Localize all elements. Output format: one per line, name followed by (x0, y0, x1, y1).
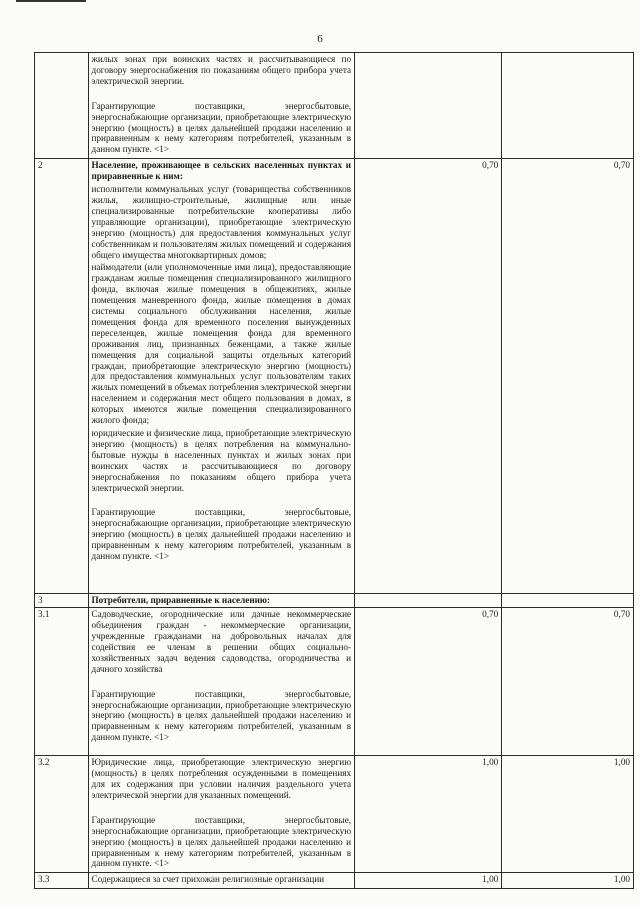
tariff-value-second (502, 159, 634, 594)
table-row (35, 53, 634, 159)
tariff-value-second (502, 608, 634, 756)
tariff-value-second-text: 0,70 (613, 160, 630, 171)
tariff-value-first (355, 53, 502, 159)
row-paragraph: Юридические лица, приобретающие электрическую энергию (мощность) в целях потребления осужденными в помещениях для их содержания при условии наличия раздельного учета электрической энергии для указанных помещений. (91, 757, 352, 800)
tariff-value-first-text: 0,70 (482, 160, 499, 171)
row-number (35, 53, 89, 159)
row-paragraph: исполнители коммунальных услуг (товарищества собственников жилья, жилищно-строительные, жилищные или иные специализированные потребительские кооперативы либо управляющие организации), приобретающие электрическую энергию (мощность) для предоставления коммунальных услуг собственникам и пользователям жилых помещений и содержания общего имущества многоквартирных домов; (91, 184, 352, 260)
guarantee-note: Гарантирующие поставщики, энергосбытовые, энергоснабжающие организации, приобретающие электрическую энергию (мощность) в целях дальнейшей продажи населению и приравненным к нему категориям потребителей, указанным в данном пункте. <1> (91, 100, 352, 155)
row-number: 3.1 (35, 608, 89, 756)
guarantee-note: Гарантирующие поставщики, энергосбытовые, энергоснабжающие организации, приобретающие электрическую энергию (мощность) в целях дальнейшей продажи населению и приравненным к нему категориям потребителей, указанным в данном пункте. <1> (91, 507, 352, 562)
table-row (35, 608, 634, 756)
tariff-value-second (502, 594, 634, 608)
tariff-value-first-text: 1,00 (482, 757, 499, 768)
tariff-value-first (355, 594, 502, 608)
page-number: 6 (317, 33, 323, 45)
tariff-table (34, 52, 634, 889)
row-description (88, 53, 355, 159)
guarantee-note: Гарантирующие поставщики, энергосбытовые, энергоснабжающие организации, приобретающие электрическую энергию (мощность) в целях дальнейшей продажи населению и приравненным к нему категориям потребителей, указанным в данном пункте. <1> (91, 814, 352, 869)
row-number: 3 (35, 594, 89, 608)
tariff-value-first-text: 0,70 (482, 609, 499, 620)
tariff-value-first (355, 608, 502, 756)
row-number: 2 (35, 159, 89, 594)
row-number: 3.3 (35, 873, 89, 889)
row-title: Потребители, приравненные к населению: (91, 595, 270, 606)
table-row (35, 756, 634, 873)
row-description (88, 756, 355, 873)
tariff-value-second-text: 1,00 (613, 874, 630, 885)
tariff-value-first (355, 756, 502, 873)
row-paragraph: Садоводческие, огороднические или дачные некоммерческие объединения граждан - некоммерческие организации, учрежденные гражданами на добровольных началах для содействия ее членам в решении общих социально-хозяйственных задач ведения садоводства, огородничества и дачного хозяйства (91, 609, 352, 674)
row-paragraph: Содержащиеся за счет прихожан религиозные организации (91, 874, 325, 885)
scan-edge-mark (16, 0, 86, 2)
row-paragraph: наймодатели (или уполномоченные ими лица), предоставляющие гражданам жилые помещения специализированного жилищного фонда, включая жилые помещения в общежитиях, жилые помещения маневренного фонда, жилые помещения в домах системы социального обслуживания населения, жилые помещения фонда для временного поселения вынужденных переселенцев, жилые помещения фонда для временного проживания лиц, признанных беженцами, а также жилые помещения для социальной защиты отдельных категорий граждан, приобретающие электрическую энергию (мощность) для предоставления коммунальных услуг пользователям таких жилых помещений в объемах потребления электрической энергии населением и содержания мест общего пользования в домах, в которых имеются жилые помещения специализированного жилого фонда; (91, 262, 352, 426)
row-description (88, 873, 355, 889)
tariff-value-first (355, 159, 502, 594)
table-row (35, 159, 634, 594)
row-description (88, 594, 355, 608)
tariff-value-first-text: 1,00 (482, 874, 499, 885)
table-row (35, 873, 634, 889)
row-paragraph: юридические и физические лица, приобретающие электрическую энергию (мощность) в целях потребления на коммунально-бытовые нужды в населенных пунктах и жилых зонах при воинских частях и рассчитывающиеся по договору энергоснабжения по показаниям общего прибора учета электрической энергии. (91, 428, 352, 493)
tariff-table-body (35, 53, 634, 889)
tariff-value-second (502, 756, 634, 873)
row-number: 3.2 (35, 756, 89, 873)
row-description (88, 159, 355, 594)
tariff-value-second (502, 873, 634, 889)
table-row (35, 594, 634, 608)
row-description (88, 608, 355, 756)
tariff-value-second-text: 1,00 (613, 757, 630, 768)
guarantee-note: Гарантирующие поставщики, энергосбытовые, энергоснабжающие организации, приобретающие электрическую энергию (мощность) в целях дальнейшей продажи населению и приравненным к нему категориям потребителей, указанным в данном пункте. <1> (91, 688, 352, 743)
tariff-value-first (355, 873, 502, 889)
tariff-value-second (502, 53, 634, 159)
row-paragraph: жилых зонах при воинских частях и рассчитывающиеся по договору энергоснабжения по показаниям общего прибора учета электрической энергии. (91, 54, 352, 86)
tariff-value-second-text: 0,70 (613, 609, 630, 620)
row-title: Население, проживающее в сельских населенных пунктах и приравненные к ним: (91, 160, 352, 182)
